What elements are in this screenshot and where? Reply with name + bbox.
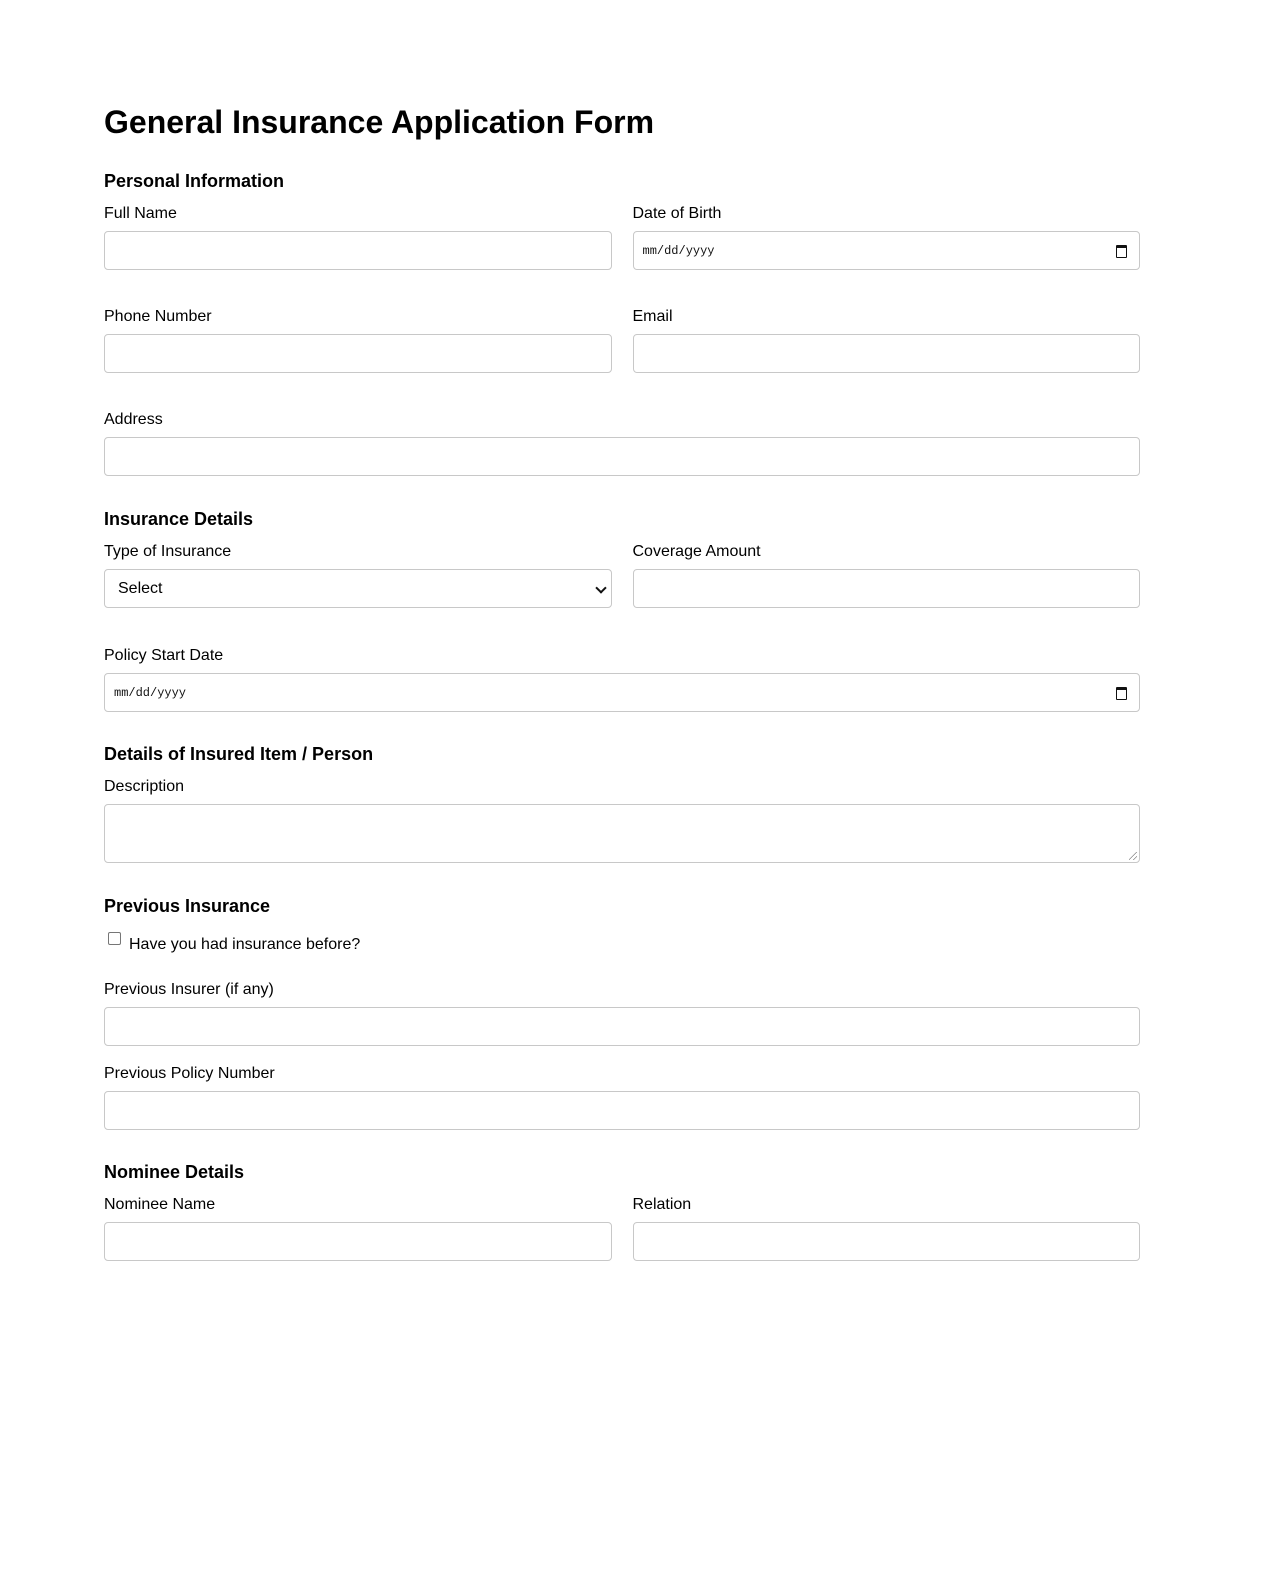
calendar-icon[interactable]	[1116, 245, 1127, 258]
previous-insurer-input[interactable]	[104, 1007, 1140, 1046]
relation-label: Relation	[632, 1196, 692, 1213]
email-label: Email	[632, 308, 673, 325]
start-date-placeholder: mm/dd/yyyy	[114, 685, 187, 700]
section-heading-previous: Previous Insurance	[104, 896, 271, 916]
dob-label: Date of Birth	[632, 205, 722, 222]
calendar-icon[interactable]	[1116, 687, 1127, 700]
nominee-name-label: Nominee Name	[104, 1196, 216, 1213]
insurance-type-select[interactable]	[104, 569, 612, 608]
full-name-input[interactable]	[104, 231, 612, 270]
phone-label: Phone Number	[104, 308, 212, 325]
previous-policy-input[interactable]	[104, 1091, 1140, 1130]
relation-input[interactable]	[633, 1222, 1141, 1261]
coverage-label: Coverage Amount	[632, 543, 761, 560]
section-heading-nominee: Nominee Details	[104, 1162, 245, 1182]
section-heading-personal: Personal Information	[104, 171, 285, 191]
page-title: General Insurance Application Form	[104, 104, 655, 140]
section-heading-insured: Details of Insured Item / Person	[104, 744, 374, 764]
full-name-label: Full Name	[104, 205, 177, 222]
insurance-form	[104, 98, 1140, 1261]
description-label: Description	[104, 778, 185, 795]
dob-input[interactable]	[633, 231, 1141, 270]
section-heading-insurance: Insurance Details	[104, 509, 254, 529]
address-input[interactable]	[104, 437, 1140, 476]
phone-input[interactable]	[104, 334, 612, 373]
insurance-type-selected: Select	[118, 579, 163, 597]
previous-policy-label: Previous Policy Number	[104, 1065, 275, 1082]
address-label: Address	[104, 411, 163, 428]
dob-placeholder: mm/dd/yyyy	[642, 243, 715, 258]
resize-grip-icon[interactable]	[1129, 852, 1137, 860]
previous-insurer-label: Previous Insurer (if any)	[104, 981, 274, 998]
insurance-type-label: Type of Insurance	[104, 543, 232, 560]
start-date-label: Policy Start Date	[104, 647, 224, 664]
description-textarea[interactable]	[104, 804, 1140, 863]
nominee-name-input[interactable]	[104, 1222, 612, 1261]
email-input[interactable]	[633, 334, 1141, 373]
had-insurance-label: Have you had insurance before?	[129, 936, 361, 953]
coverage-input[interactable]	[633, 569, 1141, 608]
start-date-input[interactable]	[104, 673, 1140, 712]
had-insurance-checkbox[interactable]	[108, 932, 121, 945]
chevron-down-icon	[595, 582, 606, 593]
